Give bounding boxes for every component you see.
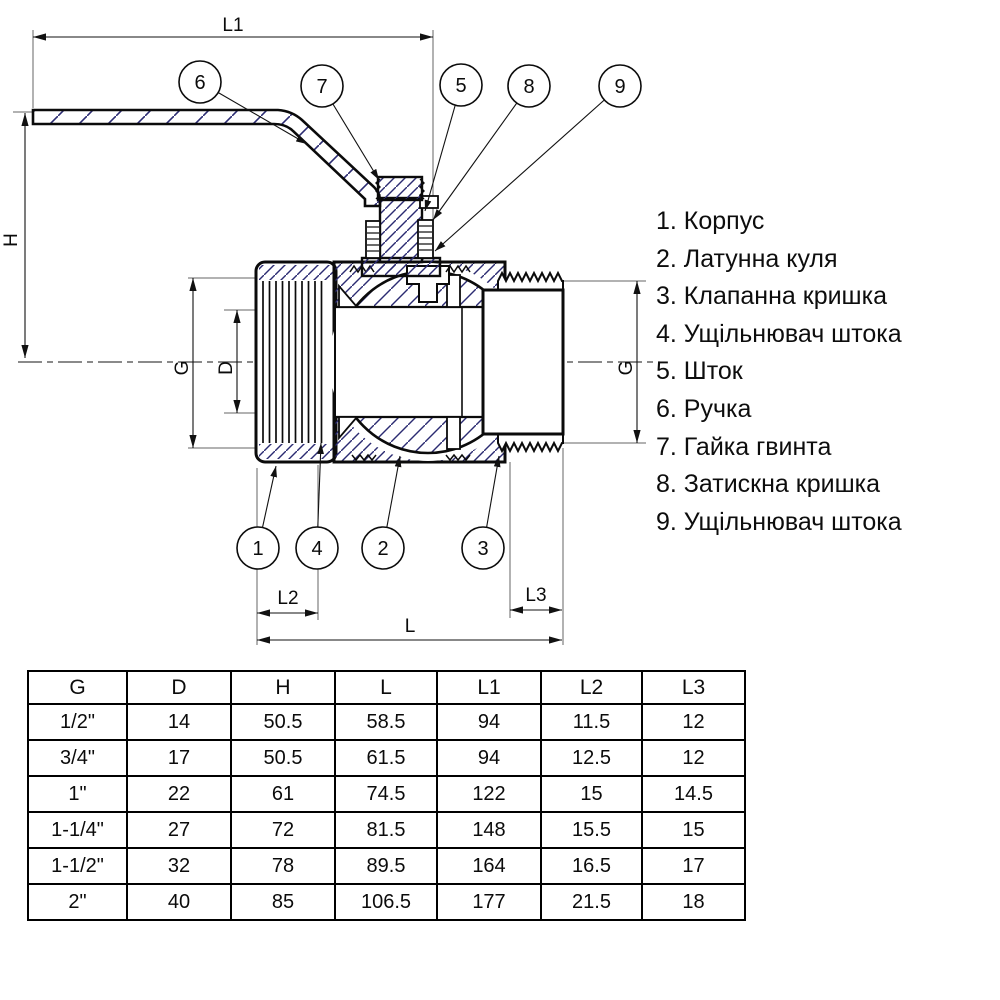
- packing-nut: [376, 177, 424, 200]
- table-cell: 61.5: [335, 740, 437, 776]
- parts-list-item: 6. Ручка: [656, 394, 752, 423]
- dim-label-l3: L3: [525, 585, 547, 606]
- svg-text:9: 9: [614, 76, 626, 98]
- svg-text:6: 6: [194, 72, 206, 94]
- table-cell: 50.5: [231, 704, 335, 740]
- parts-list-item: 5. Шток: [656, 357, 743, 386]
- table-cell: 1/2": [28, 704, 127, 740]
- table-row: [28, 704, 745, 740]
- table-cell: 40: [127, 884, 231, 920]
- callout-8: [508, 65, 550, 107]
- svg-text:5: 5: [455, 75, 467, 97]
- table-cell: 1-1/4": [28, 812, 127, 848]
- dim-label-h: H: [1, 233, 22, 247]
- table-cell: 50.5: [231, 740, 335, 776]
- parts-list-item: 2. Латунна куля: [656, 244, 838, 273]
- table-cell: 17: [127, 740, 231, 776]
- table-cell: 15.5: [541, 812, 642, 848]
- dim-label-g-left: G: [172, 360, 193, 376]
- table-cell: 12: [642, 704, 745, 740]
- table-cell: 22: [127, 776, 231, 812]
- table-row: [28, 776, 745, 812]
- table-cell: 27: [127, 812, 231, 848]
- table-cell: 122: [437, 776, 541, 812]
- table-cell: 32: [127, 848, 231, 884]
- table-row: [28, 884, 745, 920]
- callout-3: [462, 527, 504, 569]
- callout-1: [237, 527, 279, 569]
- table-header-cell: L1: [437, 671, 541, 704]
- table-cell: 1-1/2": [28, 848, 127, 884]
- table-cell: 14.5: [642, 776, 745, 812]
- svg-text:2: 2: [377, 538, 389, 560]
- table-cell: 89.5: [335, 848, 437, 884]
- male-thread-end: [483, 273, 563, 451]
- dim-label-l1: L1: [222, 15, 244, 36]
- table-cell: 14: [127, 704, 231, 740]
- table-cell: 15: [541, 776, 642, 812]
- parts-list-item: 4. Ущільнювач штока: [656, 319, 902, 348]
- table-header-cell: L: [335, 671, 437, 704]
- parts-list-item: 7. Гайка гвинта: [656, 432, 832, 461]
- table-row: [28, 848, 745, 884]
- table-cell: 2": [28, 884, 127, 920]
- table-cell: 15: [642, 812, 745, 848]
- table-cell: 12.5: [541, 740, 642, 776]
- table-cell: 148: [437, 812, 541, 848]
- parts-list-item: 3. Клапанна кришка: [656, 282, 888, 311]
- dim-label-g-right: G: [616, 360, 637, 376]
- table-header-cell: L3: [642, 671, 745, 704]
- table-header-cell: L2: [541, 671, 642, 704]
- callout-2: [362, 527, 404, 569]
- table-cell: 74.5: [335, 776, 437, 812]
- dim-label-l2: L2: [277, 588, 299, 609]
- table-row: [28, 812, 745, 848]
- table-cell: 11.5: [541, 704, 642, 740]
- table-cell: 72: [231, 812, 335, 848]
- table-row: [28, 740, 745, 776]
- callout-4: [296, 527, 338, 569]
- parts-list-item: 8. Затискна кришка: [656, 470, 881, 499]
- dim-label-d: D: [216, 361, 237, 375]
- table-header-row: [28, 671, 745, 704]
- table-cell: 85: [231, 884, 335, 920]
- parts-list: [656, 203, 902, 541]
- table-cell: 18: [642, 884, 745, 920]
- dimensions-table: [27, 670, 746, 921]
- parts-list-item: 9. Ущільнювач штока: [656, 507, 902, 536]
- callout-7: [301, 65, 343, 107]
- valve-body: [256, 262, 563, 462]
- table-cell: 58.5: [335, 704, 437, 740]
- svg-text:8: 8: [523, 76, 535, 98]
- callout-6: [179, 61, 221, 103]
- table-header-cell: G: [28, 671, 127, 704]
- table-cell: 61: [231, 776, 335, 812]
- table-header-cell: D: [127, 671, 231, 704]
- svg-text:1: 1: [252, 538, 264, 560]
- table-cell: 94: [437, 704, 541, 740]
- svg-text:4: 4: [311, 538, 323, 560]
- dim-label-l: L: [404, 616, 416, 637]
- svg-text:7: 7: [316, 76, 328, 98]
- table-cell: 94: [437, 740, 541, 776]
- table-cell: 21.5: [541, 884, 642, 920]
- table-cell: 16.5: [541, 848, 642, 884]
- callout-9: [599, 65, 641, 107]
- parts-list-item: 1. Корпус: [656, 207, 765, 235]
- table-cell: 106.5: [335, 884, 437, 920]
- table-cell: 1": [28, 776, 127, 812]
- table-cell: 3/4": [28, 740, 127, 776]
- handle: [33, 110, 380, 206]
- callout-5: [440, 64, 482, 106]
- svg-text:3: 3: [477, 538, 489, 560]
- table-cell: 78: [231, 848, 335, 884]
- table-cell: 164: [437, 848, 541, 884]
- table-cell: 177: [437, 884, 541, 920]
- table-cell: 81.5: [335, 812, 437, 848]
- table-header-cell: H: [231, 671, 335, 704]
- table-cell: 17: [642, 848, 745, 884]
- table-cell: 12: [642, 740, 745, 776]
